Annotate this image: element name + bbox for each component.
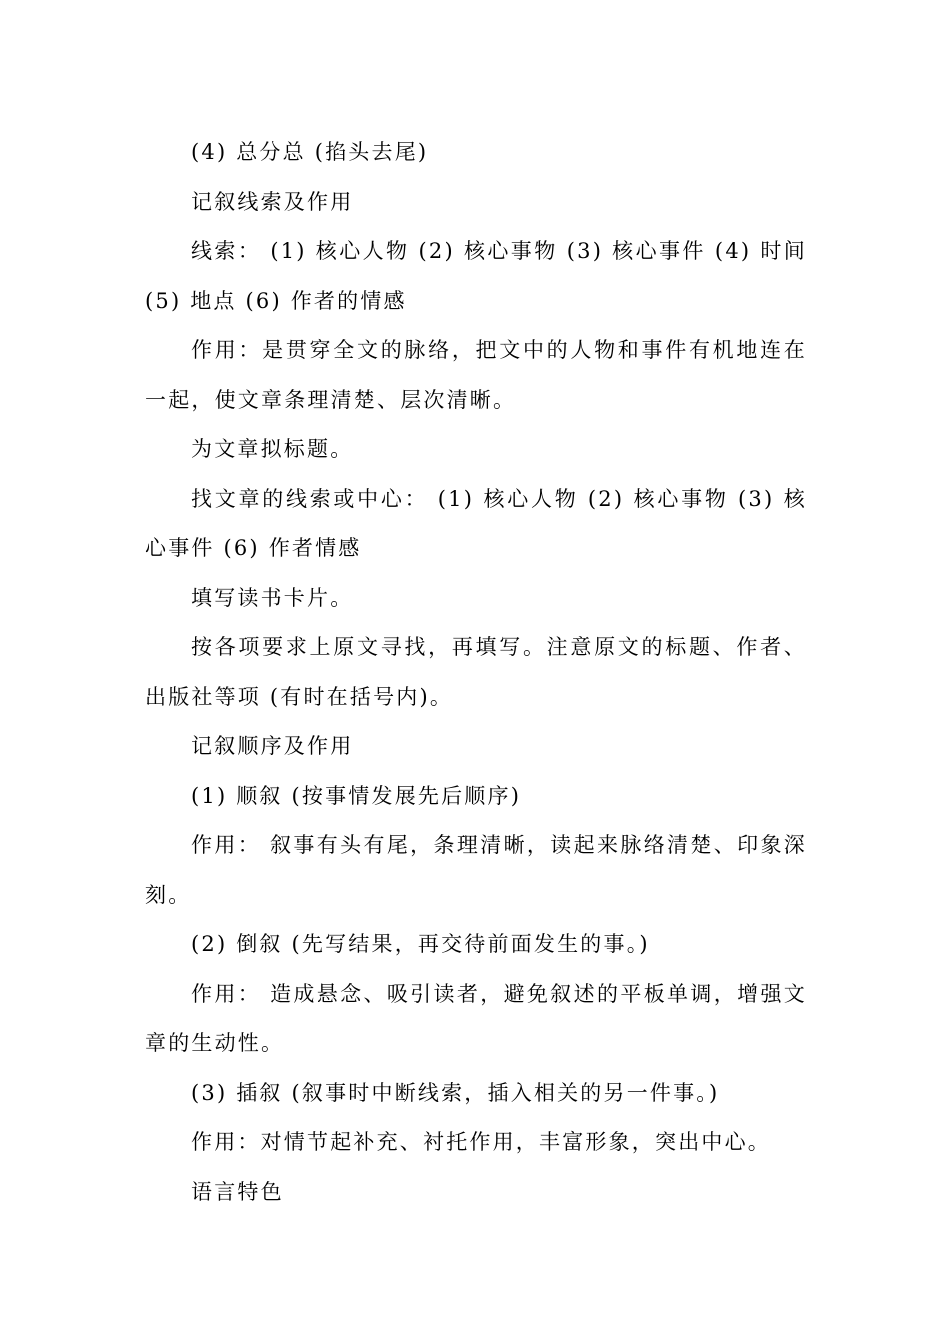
paragraph-interpolation-function: 作用：对情节起补充、衬托作用，丰富形象，突出中心。 [191, 1130, 771, 1154]
paragraph-find-clue: 找文章的线索或中心： (1) 核心人物 (2) 核心事物 (3) 核心事件 (6) 作者情感 [145, 486, 807, 560]
paragraph-flashback: (2) 倒叙 (先写结果，再交待前面发生的事。) [191, 932, 650, 956]
heading-language-features: 语言特色 [191, 1179, 284, 1204]
paragraph-reading-card: 按各项要求上原文寻找，再填写。注意原文的标题、作者、出版社等项 (有时在括号内)。 [145, 635, 807, 709]
paragraph-interpolation: (3) 插叙 (叙事时中断线索，插入相关的另一件事。) [191, 1080, 720, 1105]
paragraph-structure-type: (4) 总分总 (掐头去尾) [191, 140, 429, 164]
document-body [145, 128, 807, 1217]
heading-narrative-clue: 记叙线索及作用 [191, 189, 354, 214]
paragraph-clue-function: 作用：是贯穿全文的脉络，把文中的人物和事件有机地连在一起，使文章条理清楚、层次清晰。 [145, 338, 807, 412]
heading-reading-card: 填写读书卡片。 [191, 585, 354, 610]
heading-title-drafting: 为文章拟标题。 [191, 437, 354, 461]
heading-narrative-order: 记叙顺序及作用 [191, 734, 354, 758]
paragraph-flashback-function: 作用： 造成悬念、吸引读者，避免叙述的平板单调，增强文章的生动性。 [145, 981, 807, 1055]
paragraph-chronological: (1) 顺叙 (按事情发展先后顺序) [191, 783, 522, 808]
paragraph-clue-types: 线索： (1) 核心人物 (2) 核心事物 (3) 核心事件 (4) 时间 (5) 地点 (6) 作者的情感 [145, 239, 807, 313]
paragraph-chronological-function: 作用： 叙事有头有尾，条理清晰，读起来脉络清楚、印象深刻。 [145, 833, 807, 907]
